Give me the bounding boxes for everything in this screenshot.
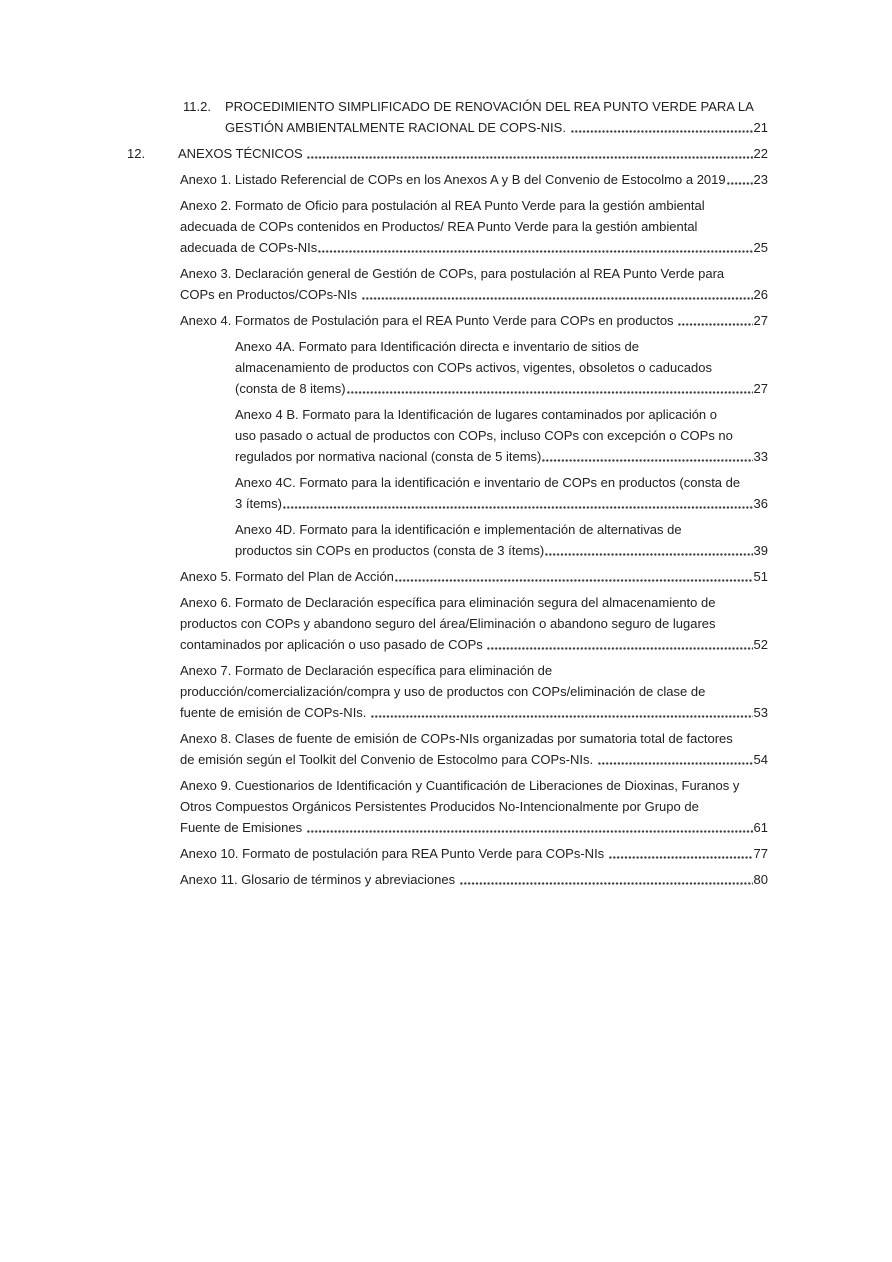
page-number: 54 (753, 752, 768, 767)
entry-text: regulados por normativa nacional (consta de 5 items) (235, 449, 542, 464)
entry-text: Otros Compuestos Orgánicos Persistentes Producidos No-Intencionalmente por Grupo de (180, 799, 699, 814)
entry-text: Anexo 10. Formato de postulación para REA Punto Verde para COPs-NIs (180, 846, 608, 861)
dot-leader (542, 458, 752, 463)
entry-line (180, 284, 768, 305)
dot-leader (307, 829, 753, 834)
dot-leader (307, 155, 752, 160)
entry-line (180, 660, 768, 681)
entry-text: productos sin COPs en productos (consta de 3 ítems) (235, 543, 545, 558)
dot-leader (545, 552, 752, 557)
entry-line (235, 336, 768, 357)
entry-line (180, 310, 768, 331)
toc-entry (235, 404, 768, 467)
page-number: 27 (753, 313, 768, 328)
page-number: 52 (753, 637, 768, 652)
entry-body (180, 592, 768, 655)
entry-body (235, 336, 768, 399)
entry-text: Anexo 4C. Formato para la identificación e inventario de COPs en productos (consta de (235, 475, 741, 490)
entry-line (180, 169, 768, 190)
entry-text: almacenamiento de productos con COPs activos, vigentes, obsoletos o caducados (235, 360, 712, 375)
entry-text: contaminados por aplicación o uso pasado de COPs (180, 637, 487, 652)
entry-line (180, 237, 768, 258)
entry-number: 11.2. (183, 99, 211, 114)
entry-text: Anexo 2. Formato de Oficio para postulación al REA Punto Verde para la gestión ambiental (180, 198, 705, 213)
entry-line (180, 775, 768, 796)
entry-text: ANEXOS TÉCNICOS (178, 146, 307, 161)
entry-body (180, 310, 768, 331)
toc-entry (235, 472, 768, 514)
entry-text: (consta de 8 items) (235, 381, 346, 396)
entry-line (180, 195, 768, 216)
toc-entry (235, 336, 768, 399)
dot-leader (347, 390, 753, 395)
entry-line (180, 869, 768, 890)
entry-text: de emisión según el Toolkit del Convenio de Estocolmo para COPs-NIs. (180, 752, 597, 767)
entry-line (180, 566, 768, 587)
entry-body (180, 169, 768, 190)
entry-body (180, 775, 768, 838)
dot-leader (460, 881, 753, 886)
entry-body (225, 96, 768, 138)
entry-line (180, 749, 768, 770)
entry-text: COPs en Productos/COPs-NIs (180, 287, 361, 302)
entry-text: productos con COPs y abandono seguro del área/Eliminación o abandono seguro de lugares (180, 616, 716, 631)
entry-text: uso pasado o actual de productos con COPs, incluso COPs con excepción o COPs no (235, 428, 733, 443)
entry-body (180, 195, 768, 258)
entry-line (235, 404, 768, 425)
page-number: 25 (753, 240, 768, 255)
entry-line (235, 446, 768, 467)
page-number: 53 (753, 705, 768, 720)
dot-leader (371, 714, 753, 719)
entry-line (180, 613, 768, 634)
entry-body (235, 472, 768, 514)
entry-number: 12. (127, 146, 146, 161)
page-number: 36 (753, 496, 768, 511)
entry-line (225, 117, 768, 138)
entry-text: GESTIÓN AMBIENTALMENTE RACIONAL DE COPS-NIS. (225, 120, 570, 135)
entry-line (235, 378, 768, 399)
entry-text: producción/comercialización/compra y uso de productos con COPs/eliminación de clase de (180, 684, 706, 699)
toc-entry (183, 96, 768, 138)
entry-line (180, 796, 768, 817)
toc-entry (180, 169, 768, 190)
entry-line (180, 817, 768, 838)
toc-entry (180, 869, 768, 890)
toc-entry (180, 566, 768, 587)
toc-entry (180, 775, 768, 838)
page-number: 39 (753, 543, 768, 558)
entry-text: Anexo 11. Glosario de términos y abreviaciones (180, 872, 459, 887)
dot-leader (395, 578, 753, 583)
toc-entry (180, 263, 768, 305)
entry-line (180, 702, 768, 723)
dot-leader (727, 181, 753, 186)
entry-body (178, 143, 768, 164)
entry-line (180, 216, 768, 237)
entry-line (235, 519, 768, 540)
page-number: 33 (753, 449, 768, 464)
dot-leader (609, 855, 753, 860)
entry-line (180, 681, 768, 702)
page-number: 51 (753, 569, 768, 584)
entry-line (235, 472, 768, 493)
entry-text: Fuente de Emisiones (180, 820, 306, 835)
toc-entry (180, 195, 768, 258)
toc-entry (180, 310, 768, 331)
entry-text: adecuada de COPs-NIs (180, 240, 318, 255)
entry-text: Anexo 6. Formato de Declaración específica para eliminación segura del almacenamiento de (180, 595, 716, 610)
entry-line (235, 357, 768, 378)
toc-entry (180, 728, 768, 770)
entry-line (180, 728, 768, 749)
entry-text: Anexo 9. Cuestionarios de Identificación y Cuantificación de Liberaciones de Dioxinas, Furanos y (180, 778, 740, 793)
entry-text: 3 ítems) (235, 496, 282, 511)
dot-leader (318, 249, 752, 254)
entry-text: adecuada de COPs contenidos en Productos/ REA Punto Verde para la gestión ambiental (180, 219, 698, 234)
entry-body (180, 869, 768, 890)
entry-line (235, 493, 768, 514)
entry-line (180, 634, 768, 655)
page-number: 21 (753, 120, 768, 135)
dot-leader (362, 296, 753, 301)
dot-leader (283, 505, 753, 510)
entry-line (180, 843, 768, 864)
entry-body (180, 566, 768, 587)
entry-body (180, 843, 768, 864)
page-number: 61 (753, 820, 768, 835)
entry-line (235, 540, 768, 561)
entry-text: Anexo 3. Declaración general de Gestión de COPs, para postulación al REA Punto Verde para (180, 266, 725, 281)
dot-leader (487, 646, 752, 651)
toc-entry (180, 660, 768, 723)
entry-text: Anexo 4A. Formato para Identificación directa e inventario de sitios de (235, 339, 639, 354)
entry-body (180, 660, 768, 723)
page-number: 27 (753, 381, 768, 396)
entry-body (180, 263, 768, 305)
entry-text: Anexo 1. Listado Referencial de COPs en los Anexos A y B del Convenio de Estocolmo a 2019 (180, 172, 726, 187)
toc-entry (180, 592, 768, 655)
entry-text: PROCEDIMIENTO SIMPLIFICADO DE RENOVACIÓN DEL REA PUNTO VERDE PARA LA (225, 99, 754, 114)
page-number: 26 (753, 287, 768, 302)
page-number: 77 (753, 846, 768, 861)
entry-line (225, 96, 768, 117)
page-number: 22 (753, 146, 768, 161)
toc-entry (180, 843, 768, 864)
entry-body (235, 404, 768, 467)
entry-text: fuente de emisión de COPs-NIs. (180, 705, 371, 720)
entry-line (178, 143, 768, 164)
entry-line (180, 592, 768, 613)
toc-entry (127, 143, 768, 164)
entry-text: Anexo 7. Formato de Declaración específica para eliminación de (180, 663, 553, 678)
dot-leader (678, 322, 752, 327)
dot-leader (598, 761, 753, 766)
entry-line (235, 425, 768, 446)
entry-line (180, 263, 768, 284)
page-number: 23 (753, 172, 768, 187)
entry-body (180, 728, 768, 770)
toc (0, 96, 892, 890)
dot-leader (571, 129, 753, 134)
entry-text: Anexo 5. Formato del Plan de Acción (180, 569, 394, 584)
entry-text: Anexo 4 B. Formato para la Identificación de lugares contaminados por aplicación o (235, 407, 718, 422)
toc-entry (235, 519, 768, 561)
entry-text: Anexo 4D. Formato para la identificación e implementación de alternativas de (235, 522, 682, 537)
page-number: 80 (753, 872, 768, 887)
entry-body (235, 519, 768, 561)
entry-text: Anexo 4. Formatos de Postulación para el REA Punto Verde para COPs en productos (180, 313, 678, 328)
entry-text: Anexo 8. Clases de fuente de emisión de COPs-NIs organizadas por sumatoria total de factores (180, 731, 733, 746)
